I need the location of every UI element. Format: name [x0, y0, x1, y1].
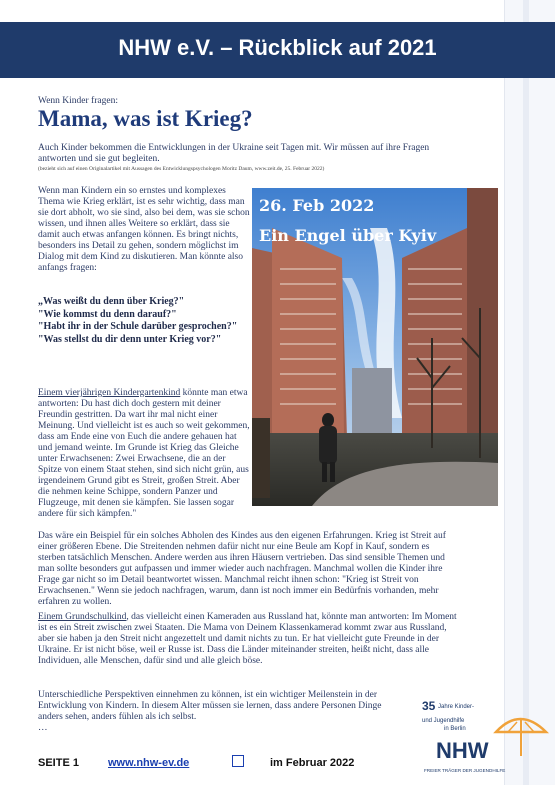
nhw-logo: [418, 698, 550, 776]
question-list: [38, 296, 258, 346]
logo-line3: in Berlin: [444, 726, 466, 732]
question-item: "Wie kommst du denn darauf?": [38, 308, 177, 320]
logo-tagline: FREIER TRÄGER DER JUGENDHILFE: [424, 768, 506, 773]
photo-caption-title: Ein Engel über Kyiv: [259, 226, 437, 245]
paragraph-4-text: , das vielleicht einen Kameraden aus Russland hat, könnte man antworten: Im Moment ist es ein Streit zwischen zwei Staaten. Die Mama von Deinem Klassenkamerad kommt zwar aus Russland, aber sie haben ja den Streit nicht angezettelt und damit nichts zu tun. Er hat vielleicht gute Freunde in der Ukraine. Er ist nicht böse, weil er Russe ist. Dass die Länder miteinander streiten, heißt nicht, dass alle Individuen, alle Menschen, dafür sind und alle gleich böse.: [38, 612, 457, 666]
right-margin-bar: [504, 0, 555, 785]
paragraph-5: [38, 690, 408, 734]
article-title: Mama, was ist Krieg?: [38, 106, 253, 131]
article-intro: Auch Kinder bekommen die Entwicklungen in der Ukraine seit Tagen mit. Wir müssen auf ihre Fragen antworten und sie gut begleiten.: [38, 143, 430, 164]
article-kicker: Wenn Kinder fragen:: [38, 96, 118, 106]
ellipsis: …: [38, 723, 48, 733]
paragraph-5-text: Unterschiedliche Perspektiven einnehmen zu können, ist ein wichtiger Meilenstein in der Entwicklung von Kindern. In diesem Alter müssen sie lernen, dass andere Personen Dinge anders sehen, anders fühlen als ich selbst.: [38, 690, 382, 722]
footer-page-number: SEITE 1: [38, 757, 79, 769]
question-item: "Habt ihr in der Schule darüber gesprochen?": [38, 321, 238, 332]
question-item: "Was stellst du dir denn unter Krieg vor?": [38, 333, 222, 345]
margin-stripe: [523, 0, 529, 785]
logo-line2: und Jugendhilfe: [422, 718, 465, 724]
header-banner: [0, 22, 555, 78]
paragraph-2-lead: Einem vierjährigen Kindergartenkind: [38, 388, 181, 398]
logo-wordmark: NHW: [436, 738, 489, 763]
photo-caption-date: 26. Feb 2022: [259, 196, 375, 215]
logo-number: 35: [422, 699, 436, 713]
question-item: „Was weißt du denn über Krieg?": [38, 296, 185, 307]
footer-date: im Februar 2022: [270, 757, 355, 769]
paragraph-3: Das wäre ein Beispiel für ein solches Abholen des Kindes aus den eigenen Erfahrungen. Krieg ist Streit auf einer größeren Ebene. Die Streitenden nehmen dafür nicht nur eine Beule am Kopf in Kauf, sondern es sterben tatsächlich Menschen. Andere werden aus ihren Häusern vertrieben. Das sind sensible Themen und man sollte besonders gut aufpassen und immer wieder auch nachfragen. Manchmal wollen die Kinder ihre Frage gar nicht so im Detail beantwortet wissen. Manchmal reicht ihnen schon: "Krieg ist Streit von Erwachsenen." Wenn sie jedoch nachfragen, warum, dann ist noch immer ein Bedürfnis vorhanden, mehr erfahren zu wollen.: [38, 531, 446, 607]
paragraph-4-lead: Einem Grundschulkind: [38, 612, 127, 622]
paragraph-2-text: könnte man etwa antworten: Du hast dich doch gestern mit deiner Freundin gestritten. Da wart ihr mal nicht einer Meinung. Und vielleicht ist es auch so weit gekommen, dass am Ende eine von Euch die andere gehauen hat und jemand weinte. Im Grunde ist Krieg das Gleiche unter Erwachsenen: Zwei Erwachsene, die an der Spitze von einem Staat stehen, sind sich nicht grün, aus irgendeinem Grund gibt es Streit, großen Streit. Aber die nehmen keine Schippe, sondern Panzer und Flugzeuge, mit denen sie kämpfen. Sie lassen sogar andere für sich kämpfen.": [38, 388, 250, 519]
page-title: NHW e.V. – Rückblick auf 2021: [118, 35, 437, 60]
paragraph-1: Wenn man Kindern ein so ernstes und komplexes Thema wie Krieg erklärt, ist es sehr wichtig, dass man sie dort abholt, wo sie sind, also bei dem, was sie schon wissen, und ihnen alles Weitere so erklärt, dass sie damit auch etwas anfangen können. Es bringt nichts, besonders ins Detail zu gehen, sondern möglichst im Dialog mit dem Kind zu diskutieren. Man könnte also anfangs fragen:: [38, 186, 250, 273]
logo-line1: Jahre Kinder-: [438, 704, 475, 710]
paragraph-2: [38, 388, 250, 520]
footer-website-link[interactable]: www.nhw-ev.de: [108, 757, 190, 769]
paragraph-4: [38, 612, 458, 667]
article-source: (bezieht sich auf einen Originalartikel mit Aussagen des Entwicklungspsychologen Moritz Daum, www.zeit.de, 25. Februar 2022): [38, 166, 325, 172]
link-icon: [232, 755, 244, 767]
